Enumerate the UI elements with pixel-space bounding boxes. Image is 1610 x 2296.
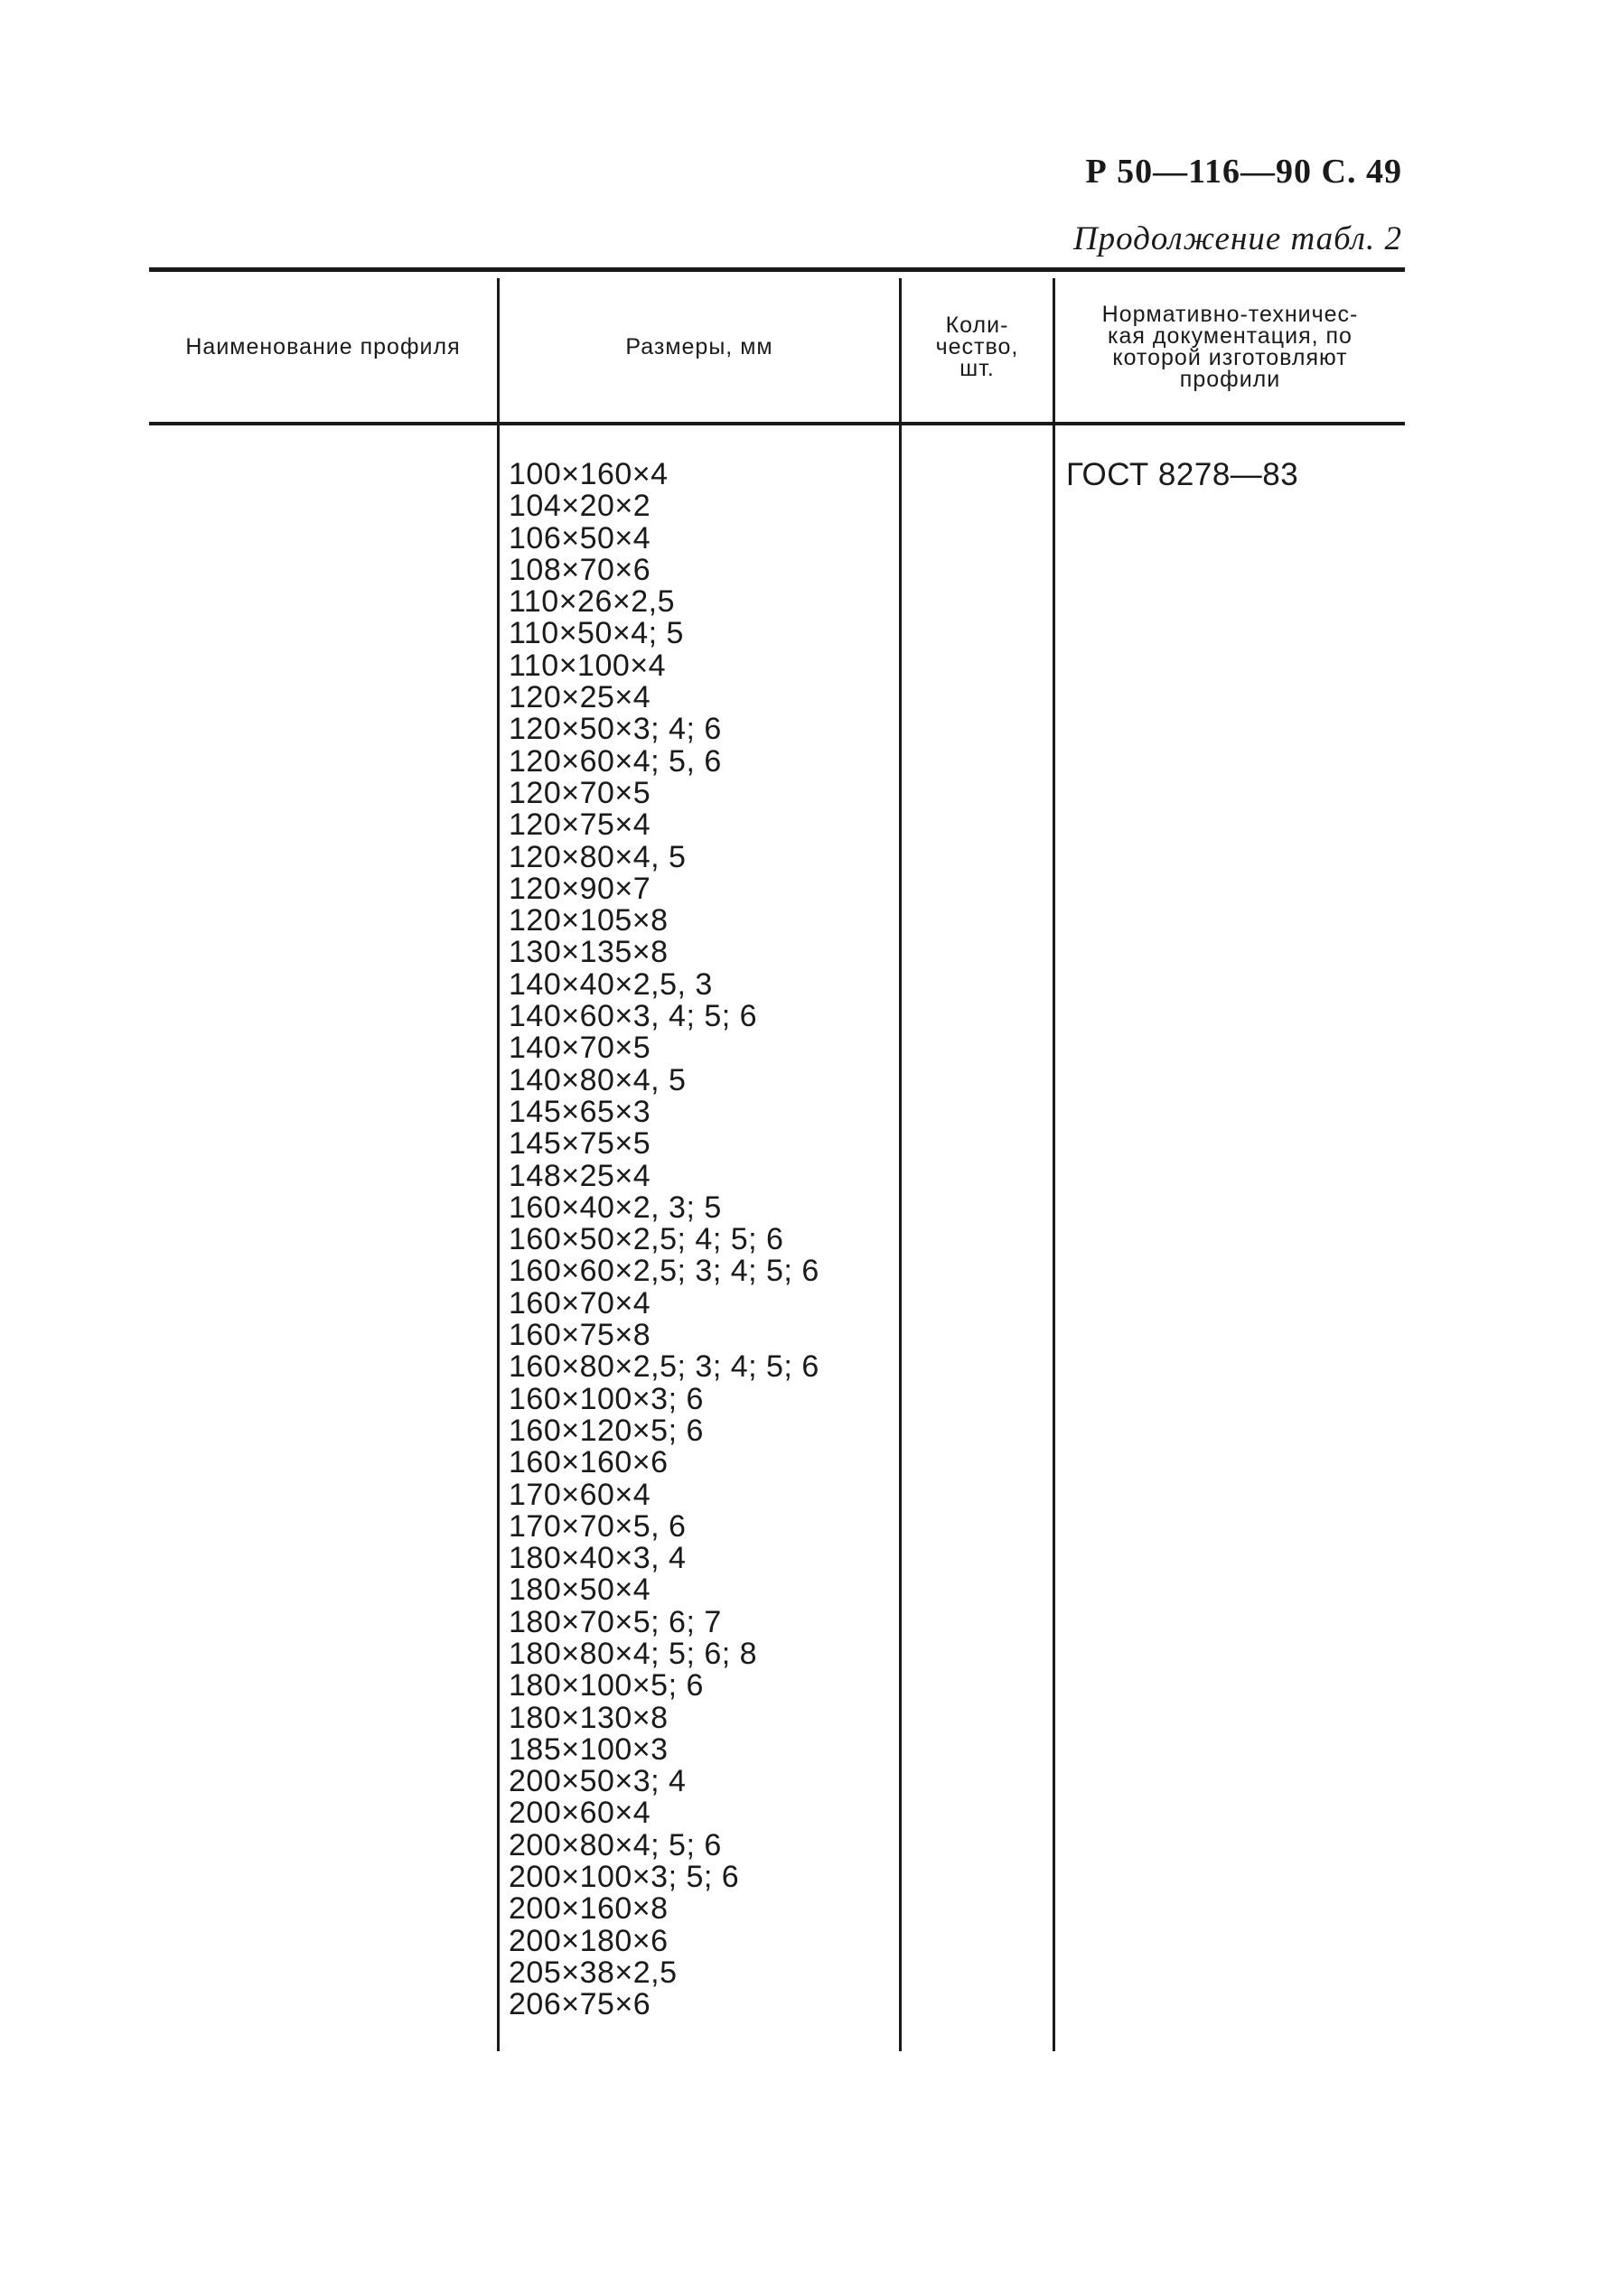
size-row: 160×50×2,5; 4; 5; 6 — [509, 1222, 784, 1257]
size-row: 120×50×3; 4; 6 — [509, 712, 722, 747]
size-row: 120×25×4 — [509, 680, 651, 715]
size-row: 160×60×2,5; 3; 4; 5; 6 — [509, 1254, 819, 1289]
size-row: 148×25×4 — [509, 1158, 651, 1193]
size-row: 185×100×3 — [509, 1731, 669, 1767]
size-row: 200×180×6 — [509, 1923, 669, 1958]
size-row: 104×20×2 — [509, 489, 651, 524]
size-row: 180×50×4 — [509, 1573, 651, 1608]
size-row: 108×70×6 — [509, 552, 651, 587]
size-row: 200×60×4 — [509, 1796, 651, 1831]
size-row: 160×160×6 — [509, 1445, 669, 1480]
size-row: 180×100×5; 6 — [509, 1668, 704, 1703]
size-row: 200×160×8 — [509, 1891, 669, 1927]
size-row: 120×60×4; 5, 6 — [509, 743, 722, 779]
size-row: 205×38×2,5 — [509, 1955, 678, 1990]
size-row: 160×75×8 — [509, 1318, 651, 1353]
size-row: 120×70×5 — [509, 775, 651, 810]
size-row: 120×90×7 — [509, 871, 651, 906]
header-profile-name-text: Наименование профиля — [185, 334, 461, 359]
size-row: 160×70×4 — [509, 1285, 651, 1321]
header-normative-doc — [1055, 272, 1405, 422]
size-row: 140×70×5 — [509, 1031, 651, 1066]
header-profile-name — [149, 272, 497, 422]
normative-doc-cell: ГОСТ 8278—83 — [1066, 457, 1299, 492]
size-row: 110×100×4 — [509, 648, 667, 683]
size-row: 160×100×3; 6 — [509, 1381, 704, 1416]
size-row: 200×80×4; 5; 6 — [509, 1827, 722, 1862]
column-divider — [899, 278, 902, 2051]
size-row: 106×50×4 — [509, 520, 651, 555]
size-row: 140×60×3, 4; 5; 6 — [509, 999, 758, 1034]
sizes-list — [509, 459, 819, 2021]
page-reference: Р 50—116—90 С. 49 — [1085, 153, 1402, 191]
header-sizes-text: Размеры, мм — [625, 334, 773, 359]
size-row: 145×75×5 — [509, 1126, 651, 1162]
header-sizes — [500, 272, 899, 422]
header-normative-doc-text: Нормативно-техничес- кая документация, по которой изготовляют профили — [1101, 302, 1359, 392]
size-row: 160×120×5; 6 — [509, 1413, 704, 1448]
size-row: 120×80×4, 5 — [509, 839, 687, 874]
size-row: 160×80×2,5; 3; 4; 5; 6 — [509, 1349, 819, 1385]
table-continuation-caption: Продолжение табл. 2 — [1072, 220, 1402, 257]
column-divider — [497, 278, 500, 2051]
size-row: 120×105×8 — [509, 903, 669, 938]
profiles-table — [149, 267, 1405, 2060]
column-divider — [1053, 278, 1055, 2051]
size-row: 180×80×4; 5; 6; 8 — [509, 1636, 758, 1671]
size-row: 140×40×2,5, 3 — [509, 966, 713, 1002]
size-row: 180×40×3, 4 — [509, 1541, 687, 1576]
size-row: 130×135×8 — [509, 935, 669, 970]
size-row: 170×70×5, 6 — [509, 1508, 687, 1544]
size-row: 200×50×3; 4 — [509, 1764, 687, 1799]
size-row: 200×100×3; 5; 6 — [509, 1860, 740, 1895]
size-row: 170×60×4 — [509, 1477, 651, 1512]
size-row: 140×80×4, 5 — [509, 1062, 687, 1097]
size-row: 120×75×4 — [509, 807, 651, 843]
size-row: 145×65×3 — [509, 1094, 651, 1129]
header-quantity — [902, 272, 1053, 422]
table-header-rule — [149, 422, 1405, 425]
size-row: 160×40×2, 3; 5 — [509, 1190, 722, 1225]
size-row: 180×70×5; 6; 7 — [509, 1604, 722, 1639]
size-row: 110×50×4; 5 — [509, 616, 684, 651]
size-row: 180×130×8 — [509, 1700, 669, 1735]
header-quantity-text: Коли- чество, шт. — [935, 313, 1019, 381]
size-row: 110×26×2,5 — [509, 584, 675, 620]
size-row: 100×160×4 — [509, 457, 669, 491]
size-row: 206×75×6 — [509, 1987, 651, 2022]
